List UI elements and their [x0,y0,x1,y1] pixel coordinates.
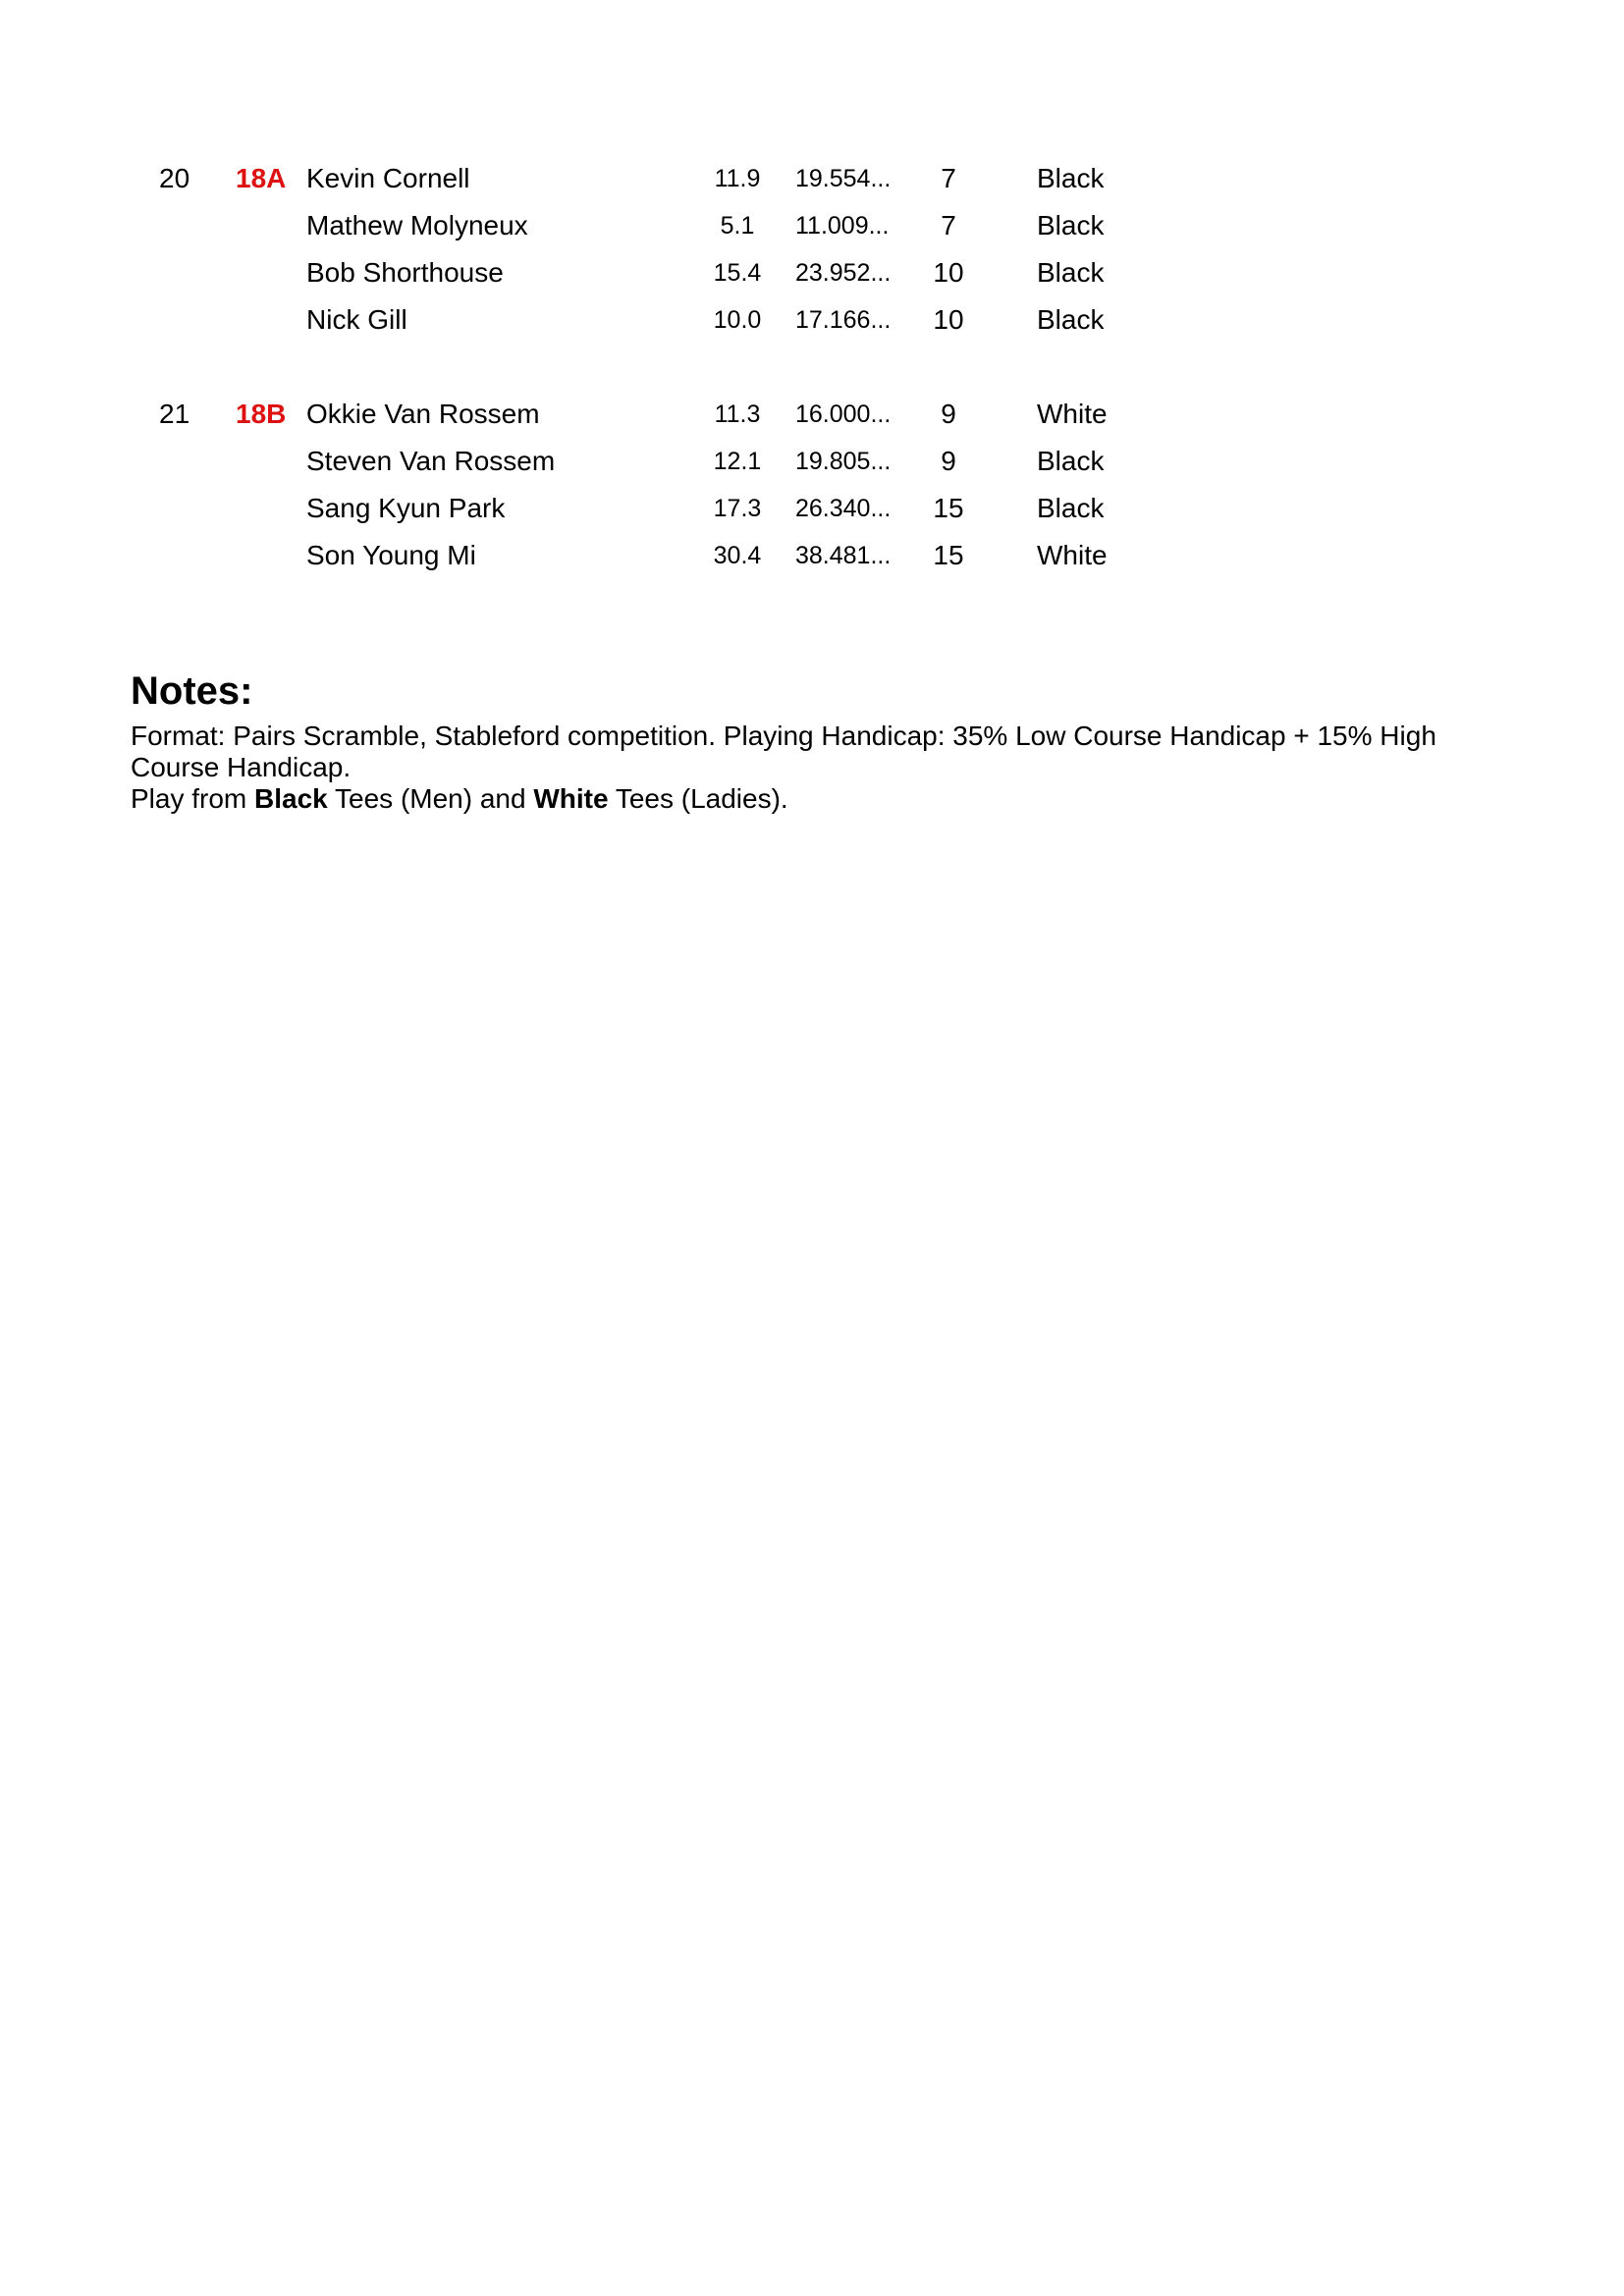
course-handicap: 38.481... [795,542,892,569]
course-handicap: 17.166... [795,306,892,334]
table-row [0,391,1624,438]
tee-color: Black [1037,257,1105,288]
course-handicap: 19.805... [795,448,892,475]
player-name: Kevin Cornell [306,163,470,193]
tee-color: Black [1037,163,1105,193]
player-name: Okkie Van Rossem [306,399,540,429]
black-tees-label: Black [254,783,328,814]
notes-play-line [131,783,1486,815]
notes-format-line: Format: Pairs Scramble, Stableford competition. Playing Handicap: 35% Low Course Handicap + 15% High Course Handicap. [131,721,1436,782]
tee-code: 18A [236,163,287,193]
course-handicap: 11.009... [795,212,890,240]
group-number: 20 [159,163,190,193]
table-row [0,296,1624,344]
player-name: Steven Van Rossem [306,446,556,476]
play-prefix: Play from [131,783,255,814]
tee-color: Black [1037,493,1105,523]
handicap-index: 12.1 [713,448,762,475]
course-handicap: 16.000... [795,400,892,428]
player-name: Son Young Mi [306,540,476,570]
white-tees-label: White [533,783,609,814]
table-row [0,438,1624,485]
tee-color: White [1037,540,1108,570]
playing-handicap: 10 [933,304,964,335]
notes-body [131,721,1486,815]
table-row [0,202,1624,249]
handicap-index: 10.0 [713,306,762,334]
handicap-index: 15.4 [713,259,762,287]
handicap-index: 11.3 [714,400,761,428]
playing-handicap: 9 [941,399,956,429]
player-name: Bob Shorthouse [306,257,504,288]
tee-code: 18B [236,399,287,429]
player-name: Nick Gill [306,304,407,335]
playing-handicap: 15 [933,540,964,570]
table-row [0,155,1624,202]
handicap-index: 5.1 [720,212,755,240]
notes-heading: Notes: [131,669,253,713]
tee-color: Black [1037,210,1105,240]
table-row [0,532,1624,579]
playing-handicap: 7 [941,210,956,240]
player-name: Sang Kyun Park [306,493,506,523]
table-row [0,485,1624,532]
course-handicap: 26.340... [795,495,892,522]
table-row [0,249,1624,296]
tee-color: Black [1037,304,1105,335]
tee-color: White [1037,399,1108,429]
tee-color: Black [1037,446,1105,476]
playing-handicap: 7 [941,163,956,193]
handicap-index: 11.9 [714,165,761,192]
handicap-index: 17.3 [713,495,762,522]
playing-handicap: 10 [933,257,964,288]
course-handicap: 23.952... [795,259,892,287]
player-name: Mathew Molyneux [306,210,528,240]
playing-handicap: 9 [941,446,956,476]
play-suffix: Tees (Ladies). [608,783,788,814]
course-handicap: 19.554... [795,165,892,192]
playing-handicap: 15 [933,493,964,523]
handicap-index: 30.4 [713,542,762,569]
play-mid: Tees (Men) and [327,783,534,814]
group-number: 21 [159,399,190,429]
